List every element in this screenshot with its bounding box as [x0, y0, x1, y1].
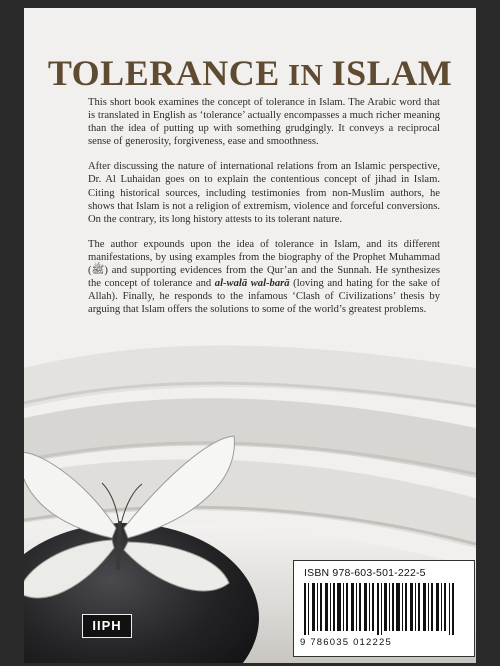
paragraph-3-part-2: (loving and hating for the sake of Allah). Finally, he responds to the infamous ‘Clash of Civilizations’ thesis by arguing that Islam offers the solutions to some of the world’s greatest problems.: [88, 278, 441, 316]
blurb-paragraph-2: After discussing the nature of international relations from an Islamic perspective, Dr. Al Luhaidan goes on to explain the contentious concept of jihad in Islam. Citing historical sources, including testimonies from non-Muslim authors, he shows that Islam is not a religion of extremism, violence and forceful conversions. On the contrary, its long history attests to its tolerant nature.: [88, 161, 440, 225]
paragraph-3-part-1: The author expounds upon the idea of tolerance in Islam, and its different manifestations, by using examples from the biography of the Prophet Muhammad (ﷺ) and supporting evidences from the Qur’an and the Sunnah. He synthesizes the concept of tolerance and: [88, 238, 440, 290]
book-back-cover: [24, 8, 476, 663]
walaa-wal-baraa-term: al-walā wal-barā: [214, 278, 290, 290]
book-title: [24, 52, 476, 94]
isbn-label: ISBN 978-603-501-222-5: [304, 567, 426, 579]
title-word-1: TOLERANCE: [47, 53, 280, 93]
blurb-paragraph-1: This short book examines the concept of tolerance in Islam. The Arabic word that is translated in English as ‘tolerance’ actually encompasses a much richer meaning than the idea of putting up with something grudgingly. It conveys a reciprocal sense of generosity, forgiveness, ease and smoothness.: [88, 97, 440, 148]
barcode-digits: 9 786035 012225: [300, 637, 392, 648]
title-word-3: ISLAM: [331, 53, 453, 93]
isbn-barcode-box: [293, 560, 475, 657]
blurb-text: [88, 96, 440, 328]
publisher-logo: IIPH: [82, 614, 132, 638]
barcode-image: [304, 583, 464, 635]
blurb-paragraph-3: [88, 238, 440, 317]
title-word-2: IN: [287, 57, 324, 92]
